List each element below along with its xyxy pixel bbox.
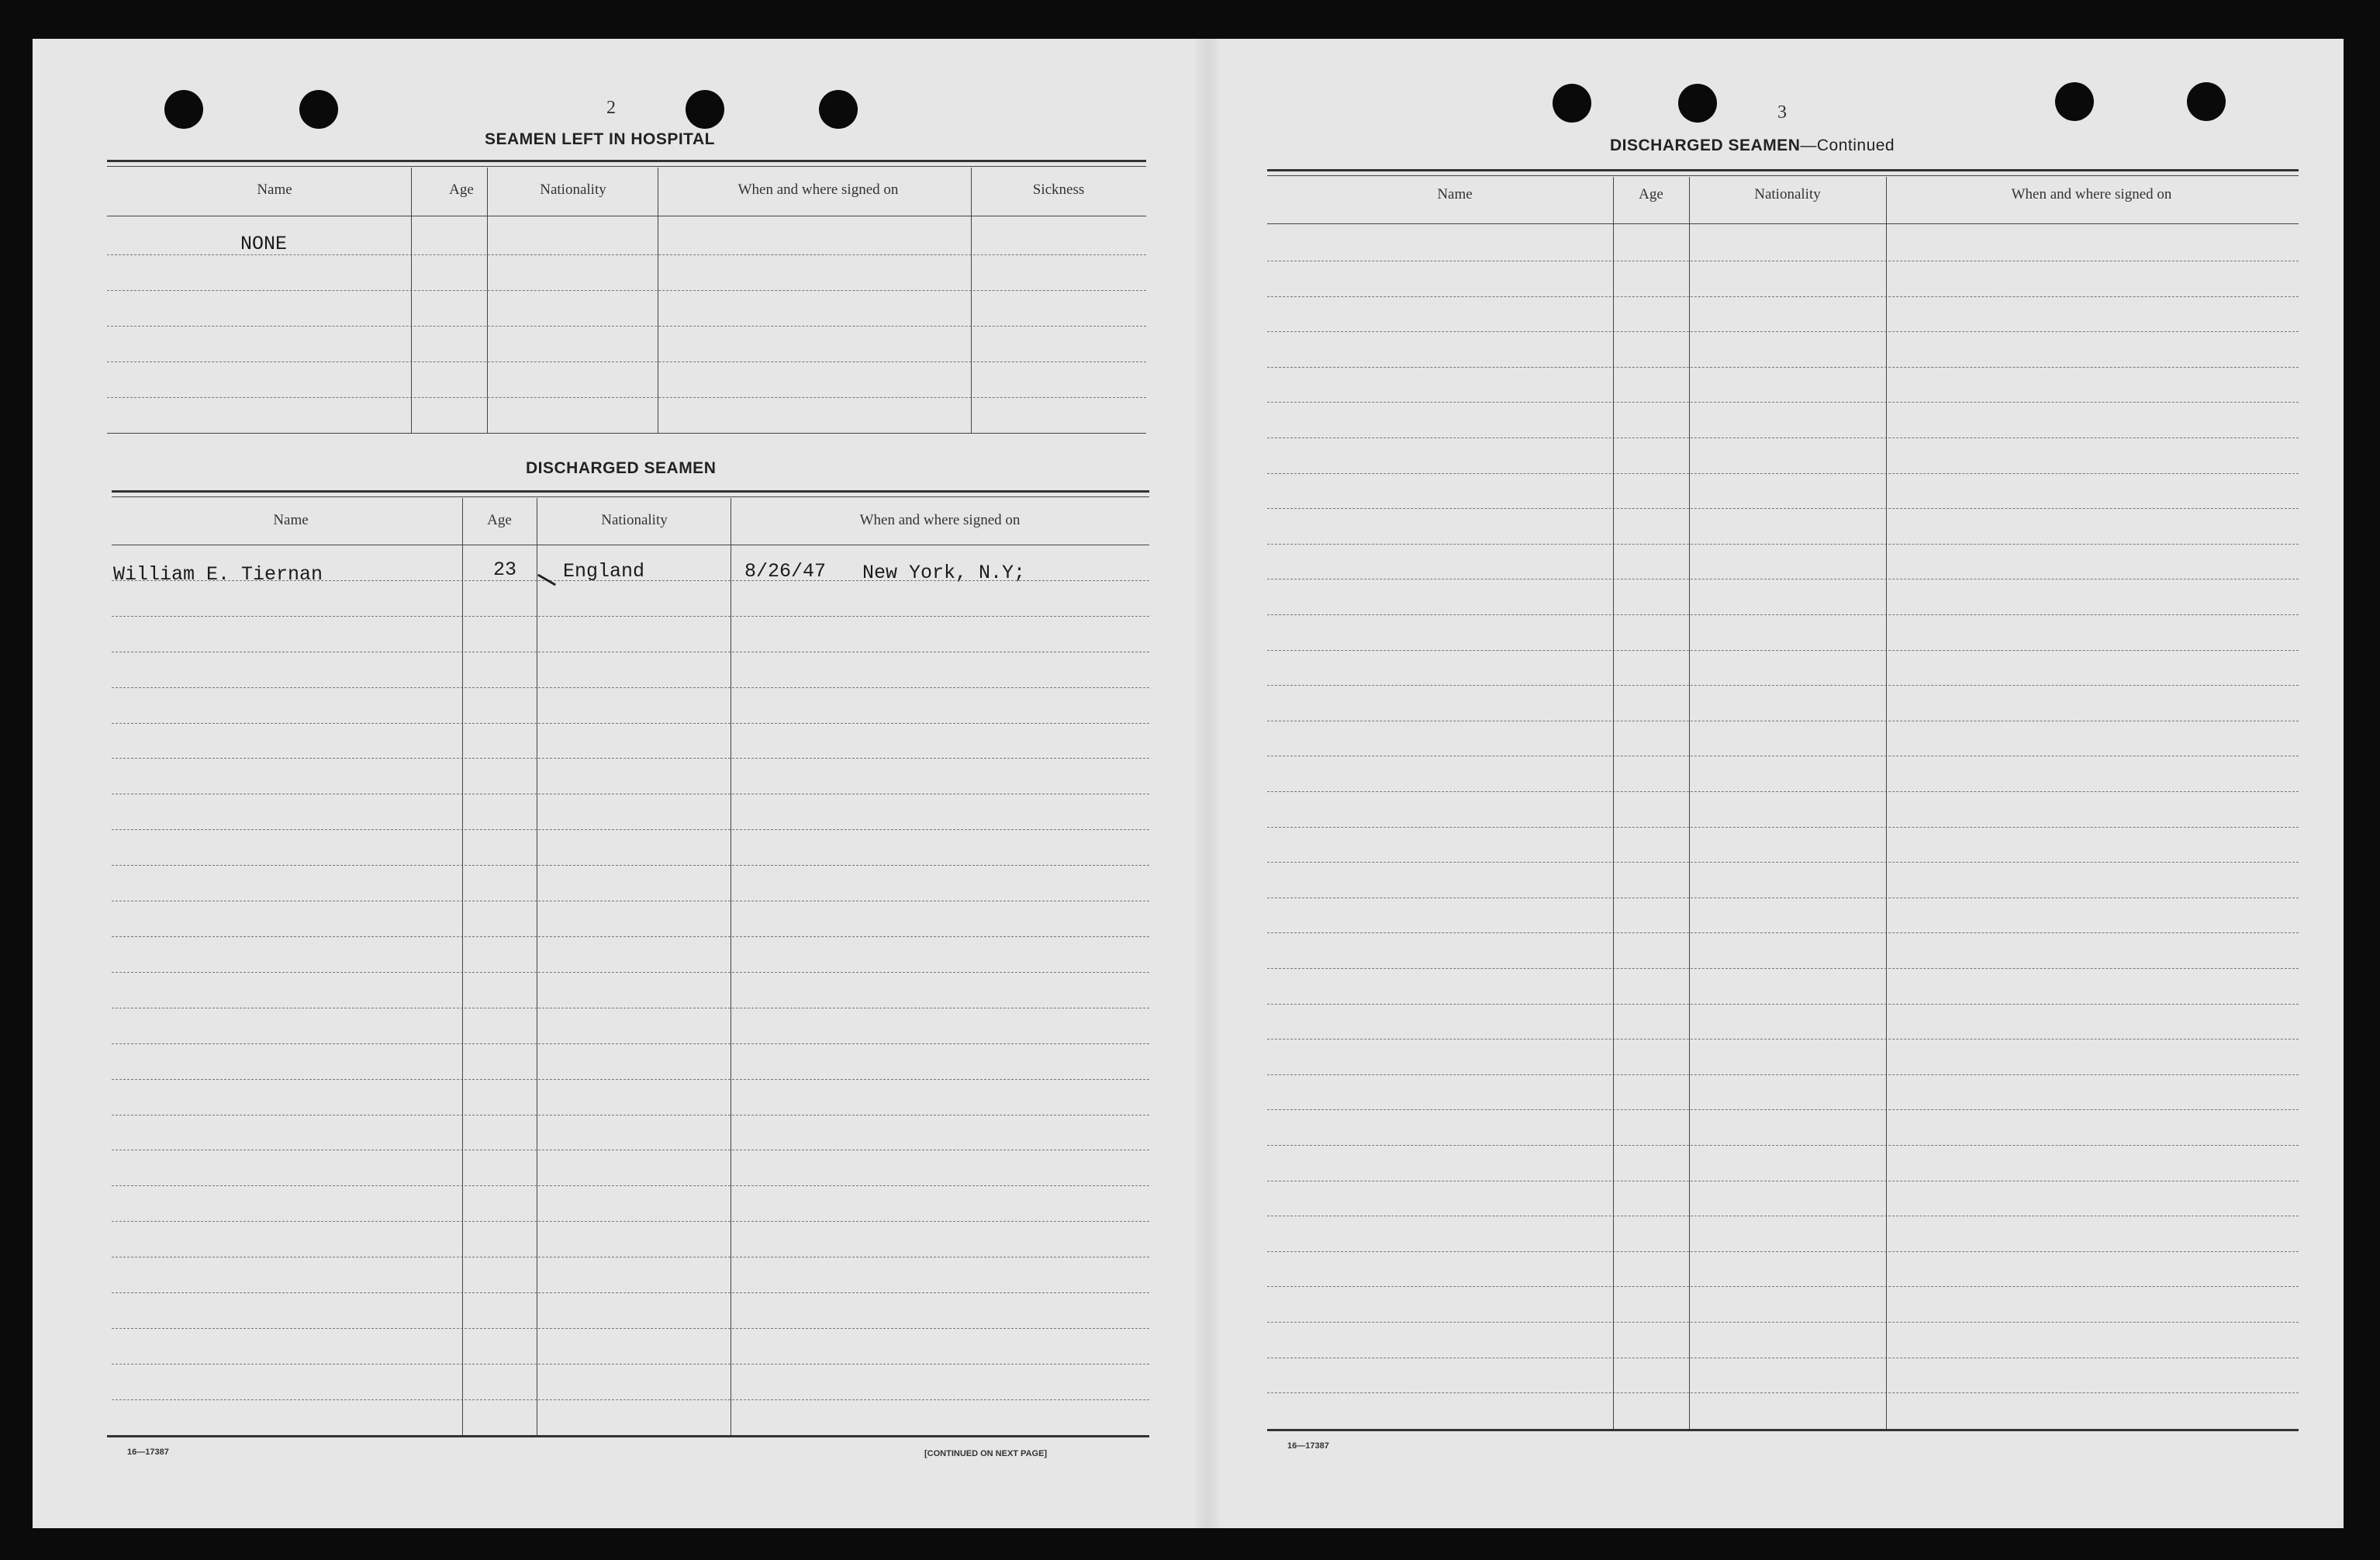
table-row-line — [1267, 791, 2299, 792]
table-row-line — [112, 1115, 1149, 1116]
punch-hole — [299, 90, 338, 129]
section-rule — [112, 490, 1149, 493]
table-row-line — [112, 1328, 1149, 1329]
discharged-continued-title — [1610, 137, 1895, 155]
column-header-name: Name — [1437, 186, 1473, 202]
title-suffix: —Continued — [1800, 137, 1895, 154]
column-divider — [1613, 177, 1614, 1429]
column-header-signed-on: When and where signed on — [2011, 186, 2172, 202]
table-row-line — [1267, 331, 2299, 332]
table-row-line — [1267, 1392, 2299, 1393]
table-row-line — [112, 1399, 1149, 1400]
column-header-signed-on: When and where signed on — [859, 512, 1021, 528]
column-divider — [411, 168, 412, 433]
column-header-age: Age — [1639, 186, 1663, 202]
table-row-line — [112, 936, 1149, 937]
table-row-line — [1267, 614, 2299, 615]
table-row-line — [1267, 1322, 2299, 1323]
column-header-nationality: Nationality — [601, 512, 668, 528]
column-header-name: Name — [273, 512, 309, 528]
column-header-nationality: Nationality — [1754, 186, 1821, 202]
table-row-line — [112, 616, 1149, 617]
page-fold — [1196, 39, 1219, 1528]
table-row-line — [112, 1221, 1149, 1222]
title-main: DISCHARGED SEAMEN — [1610, 137, 1801, 154]
table-row-line — [1267, 685, 2299, 686]
form-number: 16—17387 — [127, 1448, 169, 1457]
table-row-line — [1267, 1286, 2299, 1287]
table-row-line — [1267, 932, 2299, 933]
table-row-line — [1267, 367, 2299, 368]
column-divider — [1689, 177, 1690, 1429]
punch-hole — [1553, 84, 1591, 123]
table-row-line — [1267, 296, 2299, 297]
header-rule — [1267, 223, 2299, 224]
seaman-age: 23 — [493, 559, 517, 581]
column-header-signed-on: When and where signed on — [737, 182, 899, 198]
seaman-signed-on-place: New York, N.Y; — [862, 562, 1026, 584]
seaman-signed-on-date: 8/26/47 — [744, 560, 827, 583]
section-rule — [107, 166, 1146, 167]
punch-hole — [164, 90, 203, 129]
table-row-line — [107, 361, 1146, 362]
table-bottom-rule — [107, 1435, 1149, 1437]
table-row-line — [112, 723, 1149, 724]
section-rule — [107, 160, 1146, 162]
punch-hole — [1678, 84, 1717, 123]
table-row-line — [112, 1364, 1149, 1365]
table-row-line — [1267, 1251, 2299, 1252]
column-header-name: Name — [257, 182, 292, 198]
hospital-entry: NONE — [240, 233, 288, 255]
column-header-sickness: Sickness — [1032, 182, 1085, 198]
table-bottom-rule — [107, 433, 1146, 434]
table-row-line — [1267, 827, 2299, 828]
table-row-line — [112, 1079, 1149, 1080]
seaman-name: William E. Tiernan — [113, 563, 323, 586]
section-rule — [1267, 169, 2299, 171]
punch-hole — [686, 90, 724, 129]
continued-note: [CONTINUED ON NEXT PAGE] — [924, 1449, 1048, 1458]
column-divider — [462, 498, 463, 1435]
column-divider — [487, 168, 488, 433]
column-header-age: Age — [487, 512, 512, 528]
table-row-line — [1267, 968, 2299, 969]
table-bottom-rule — [1267, 1429, 2299, 1431]
table-row-line — [112, 1043, 1149, 1044]
column-divider — [1886, 177, 1887, 1429]
table-row-line — [1267, 1145, 2299, 1146]
column-header-age: Age — [449, 182, 474, 198]
form-number: 16—17387 — [1287, 1441, 1329, 1451]
table-row-line — [112, 972, 1149, 973]
page-number: 2 — [606, 98, 616, 118]
document-sheet — [33, 39, 2344, 1528]
table-row-line — [107, 397, 1146, 398]
column-divider — [971, 168, 972, 433]
section-rule — [1267, 175, 2299, 176]
table-row-line — [112, 1292, 1149, 1293]
table-row-line — [1267, 862, 2299, 863]
page-number: 3 — [1777, 102, 1787, 123]
table-row-line — [112, 865, 1149, 866]
hospital-section-title: SEAMEN LEFT IN HOSPITAL — [485, 130, 715, 148]
punch-hole — [2055, 82, 2094, 121]
table-row-line — [1267, 650, 2299, 651]
table-row-line — [112, 1185, 1149, 1186]
punch-hole — [2187, 82, 2226, 121]
table-row-line — [107, 326, 1146, 327]
table-row-line — [107, 290, 1146, 291]
table-row-line — [112, 829, 1149, 830]
table-row-line — [1267, 1074, 2299, 1075]
table-row-line — [1267, 544, 2299, 545]
section-rule — [112, 496, 1149, 497]
table-row-line — [1267, 402, 2299, 403]
table-row-line — [112, 758, 1149, 759]
table-row-line — [1267, 1004, 2299, 1005]
column-header-nationality: Nationality — [540, 182, 606, 198]
punch-hole — [819, 90, 858, 129]
discharged-section-title: DISCHARGED SEAMEN — [526, 459, 717, 477]
table-row-line — [112, 687, 1149, 688]
table-row-line — [1267, 508, 2299, 509]
seaman-nationality: England — [563, 560, 645, 583]
table-row-line — [1267, 1109, 2299, 1110]
table-row-line — [1267, 473, 2299, 474]
